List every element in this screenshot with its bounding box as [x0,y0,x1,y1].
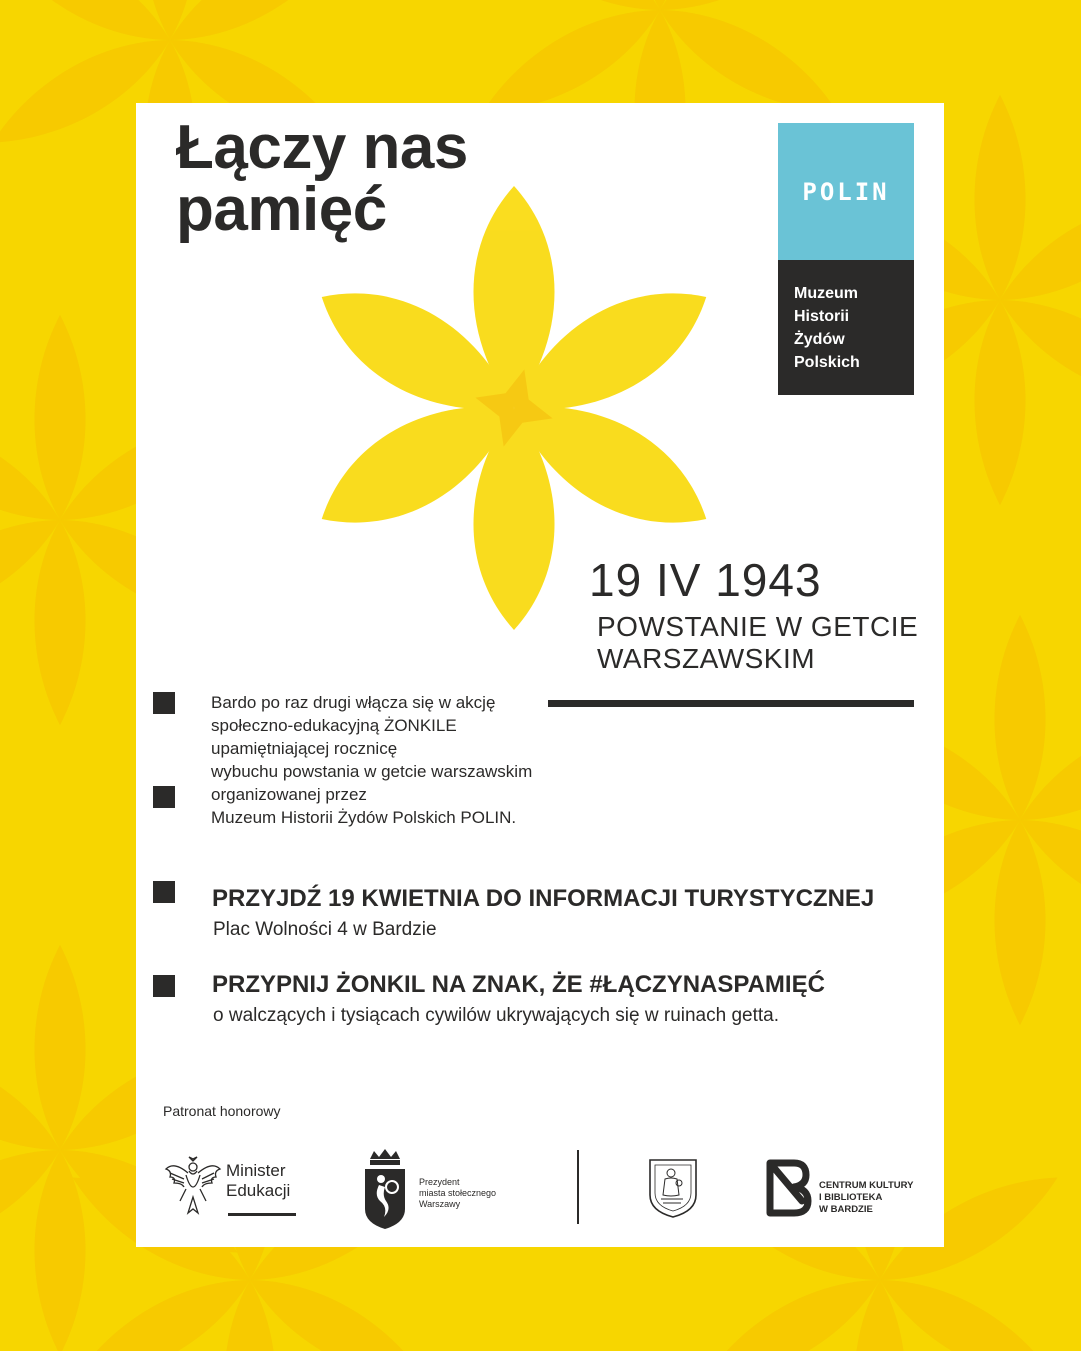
ckib-name [819,1180,913,1216]
intro-line: społeczno-edukacyjną ŻONKILE [211,716,457,735]
event-date: 19 IV 1943 [589,554,822,606]
footer-divider [577,1150,579,1224]
intro-line: organizowanej przez [211,785,367,804]
polin-name-line: Polskich [794,354,860,371]
polish-eagle-icon [164,1155,222,1217]
ckib-logo-icon [764,1155,812,1221]
minister-underline [228,1213,296,1216]
poster-card [136,103,944,1247]
title-line-2: pamięć [176,175,387,244]
bardo-crest-icon [647,1157,699,1219]
event-name-line-2: WARSZAWSKIM [597,643,816,674]
polin-logo-block [778,123,914,260]
warsaw-crest-icon [362,1147,408,1231]
prezydent-line: Prezydent [419,1177,460,1187]
minister-edukacji-label [226,1161,290,1201]
title-line-1: Łączy nas [176,113,468,182]
polin-name [794,282,860,374]
bullet-square [153,975,175,997]
prezydent-line: miasta stołecznego [419,1188,497,1198]
cta-sub-2: o walczących i tysiącach cywilów ukrywających się w ruinach getta. [213,1005,779,1026]
intro-line: upamiętniającej rocznicę [211,739,398,758]
polin-logo: POLIN [802,178,890,206]
polin-name-line: Historii [794,308,850,325]
polin-name-line: Muzeum [794,285,858,302]
minister-line-1: Minister [226,1161,286,1180]
intro-line: Muzeum Historii Żydów Polskich POLIN. [211,808,517,827]
cta-sub-1: Plac Wolności 4 w Bardzie [213,919,437,940]
minister-line-2: Edukacji [226,1181,291,1200]
ckib-line: CENTRUM KULTURY [819,1180,914,1191]
intro-line: wybuchu powstania w getcie warszawskim [211,762,533,781]
prezydent-line: Warszawy [419,1199,461,1209]
ckib-line: I BIBLIOTEKA [819,1192,883,1203]
intro-line: Bardo po raz drugi włącza się w akcję [211,693,496,712]
cta-heading-2: PRZYPNIJ ŻONKIL NA ZNAK, ŻE #ŁĄCZYNASPAMIĘĆ [212,971,825,998]
polin-name-line: Żydów [794,331,845,348]
polin-name-block [778,260,914,395]
event-name-line-1: POWSTANIE W GETCIE [597,611,919,642]
intro-paragraph [211,691,532,829]
event-name [597,611,918,675]
patronat-label: Patronat honorowy [163,1103,281,1119]
cta-heading-1: PRZYJDŹ 19 KWIETNIA DO INFORMACJI TURYSTYCZNEJ [212,885,875,912]
divider-rule [548,700,914,707]
bullet-square [153,881,175,903]
bullet-square [153,786,175,808]
bullet-square [153,692,175,714]
ckib-line: W BARDZIE [819,1204,873,1215]
prezydent-warszawy-label [419,1177,496,1210]
